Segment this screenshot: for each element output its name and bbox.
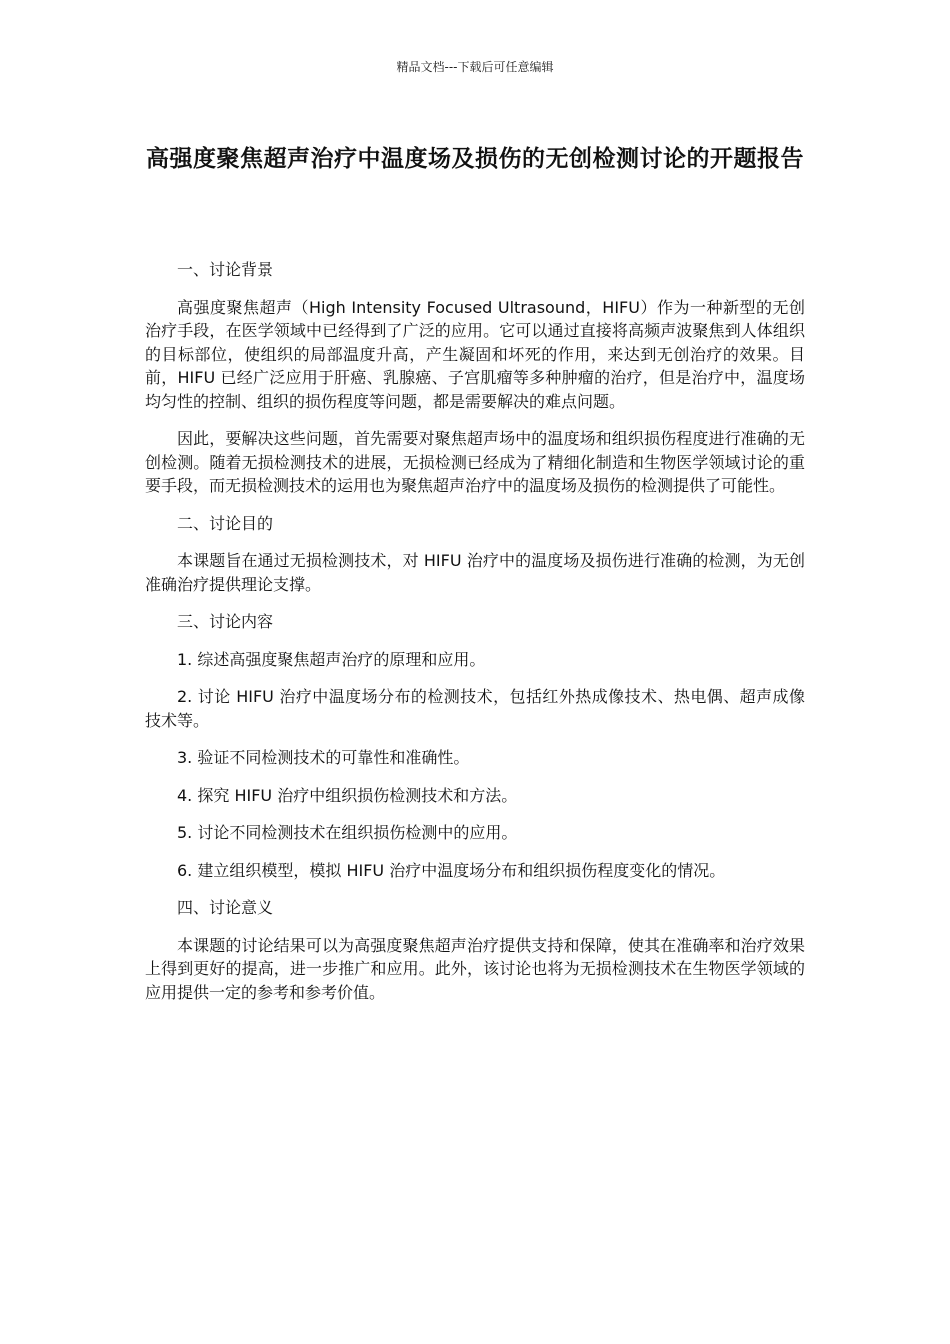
section-heading-purpose: 二、讨论目的	[177, 513, 274, 533]
content-list-item: 2. 讨论 HIFU 治疗中温度场分布的检测技术，包括红外热成像技术、热电偶、超声成像技术等。	[145, 687, 805, 730]
section-heading-content: 三、讨论内容	[177, 612, 274, 631]
document-title: 高强度聚焦超声治疗中温度场及损伤的无创检测讨论的开题报告	[146, 146, 804, 172]
paragraph-significance-1: 本课题的讨论结果可以为高强度聚焦超声治疗提供支持和保障，使其在准确率和治疗效果上得到更好的提高，进一步推广和应用。此外，该讨论也将为无损检测技术在生物医学领域的应用提供一定的参考和参考价值。	[145, 935, 805, 1002]
content-list-item: 1. 综述高强度聚焦超声治疗的原理和应用。	[177, 649, 486, 669]
content-list-item: 4. 探究 HIFU 治疗中组织损伤检测技术和方法。	[177, 785, 518, 805]
section-heading-background: 一、讨论背景	[177, 260, 274, 279]
document-body	[145, 258, 805, 1018]
paragraph-purpose-1: 本课题旨在通过无损检测技术，对 HIFU 治疗中的温度场及损伤进行准确的检测，为无创准确治疗提供理论支撑。	[145, 551, 805, 594]
paragraph-background-1: 高强度聚焦超声（High Intensity Focused Ultrasound，HIFU）作为一种新型的无创治疗手段，在医学领域中已经得到了广泛的应用。它可以通过直接将高频声波聚焦到人体组织的目标部位，使组织的局部温度升高，产生凝固和坏死的作用，来达到无创治疗的效果。目前，HIFU 已经广泛应用于肝癌、乳腺癌、子宫肌瘤等多种肿瘤的治疗，但是治疗中，温度场均匀性的控制、组织的损伤程度等问题，都是需要解决的难点问题。	[145, 297, 805, 411]
content-list-item: 3. 验证不同检测技术的可靠性和准确性。	[177, 748, 470, 767]
paragraph-background-2: 因此，要解决这些问题，首先需要对聚焦超声场中的温度场和组织损伤程度进行准确的无创检测。随着无损检测技术的进展，无损检测已经成为了精细化制造和生物医学领域讨论的重要手段，而无损检测技术的运用也为聚焦超声治疗中的温度场及损伤的检测提供了可能性。	[145, 429, 805, 495]
section-heading-significance: 四、讨论意义	[177, 898, 274, 917]
content-list-item: 5. 讨论不同检测技术在组织损伤检测中的应用。	[177, 823, 518, 842]
header-note: 精品文档---下载后可任意编辑	[396, 60, 554, 74]
content-list-item: 6. 建立组织模型，模拟 HIFU 治疗中温度场分布和组织损伤程度变化的情况。	[177, 860, 726, 880]
